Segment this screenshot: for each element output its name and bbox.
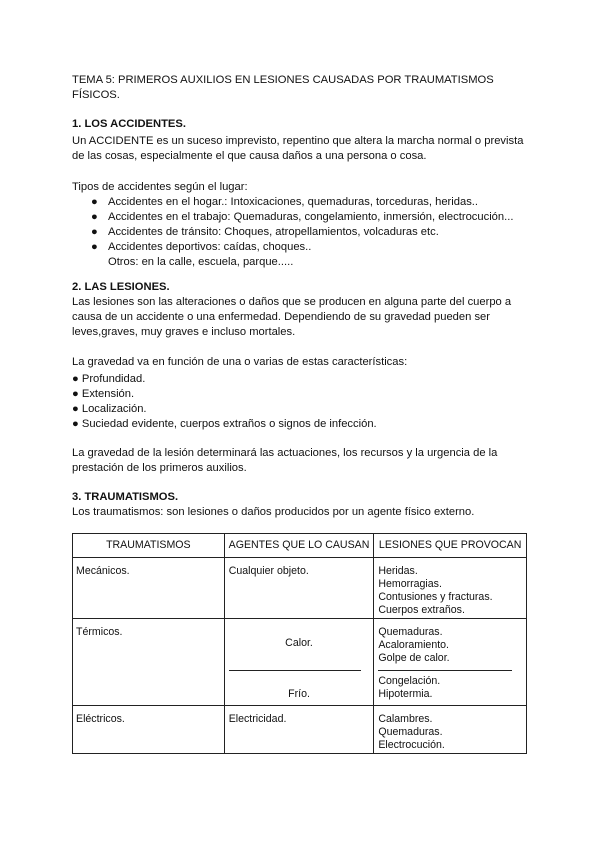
lesion-item: Heridas. <box>378 565 418 577</box>
lesions-cell <box>374 619 527 706</box>
accident-type-others: Otros: en la calle, escuela, parque..... <box>108 256 294 268</box>
lesions-cold <box>378 675 440 701</box>
severity-intro: La gravedad va en función de una o varias de estas características: <box>72 356 408 368</box>
section-3-heading: 3. TRAUMATISMOS. <box>72 491 179 503</box>
trauma-type-cell: Mecánicos. <box>73 558 225 619</box>
agent-cell <box>224 619 374 706</box>
lesion-item: Cuerpos extraños. <box>378 604 465 616</box>
section-2-heading: 2. LAS LESIONES. <box>72 281 170 293</box>
characteristic-item: ● Extensión. <box>72 388 135 400</box>
accident-definition-line-2: de las cosas, especialmente el que causa daños a una persona o cosa. <box>72 150 427 162</box>
lesion-item: Golpe de calor. <box>378 652 450 664</box>
trauma-table <box>72 533 527 754</box>
agent-cell: Electricidad. <box>224 706 374 754</box>
lesion-item: Quemaduras. <box>378 726 443 738</box>
row-divider <box>229 670 362 671</box>
lesion-item: Acaloramiento. <box>378 639 449 651</box>
bullet-icon: ● <box>91 196 98 208</box>
lesion-item: Calambres. <box>378 713 433 725</box>
accident-definition-line-1: Un ACCIDENTE es un suceso imprevisto, repentino que altera la marcha normal o prevista <box>72 135 524 147</box>
accident-type-item: Accidentes deportivos: caídas, choques.. <box>108 241 312 253</box>
trauma-type-cell: Eléctricos. <box>73 706 225 754</box>
bullet-icon: ● <box>91 211 98 223</box>
agent-cold: Frío. <box>288 688 310 700</box>
lesion-definition-line-1: Las lesiones son las alteraciones o daños que se producen en alguna parte del cuerpo a <box>72 296 512 308</box>
table-header-row <box>73 534 527 558</box>
agent-cell: Cualquier objeto. <box>224 558 374 619</box>
characteristic-item: ● Profundidad. <box>72 373 146 385</box>
accident-type-item: Accidentes en el trabajo: Quemaduras, congelamiento, inmersión, electrocución... <box>108 211 514 223</box>
characteristic-item: ● Suciedad evidente, cuerpos extraños o signos de infección. <box>72 418 377 430</box>
lesion-item: Hipotermia. <box>378 688 433 700</box>
severity-conclusion-line-2: prestación de los primeros auxilios. <box>72 462 247 474</box>
lesions-cell <box>374 706 527 754</box>
row-divider <box>378 670 512 671</box>
lesions-hot <box>378 626 449 665</box>
lesion-item: Congelación. <box>378 675 441 687</box>
table-row <box>73 558 527 619</box>
lesion-item: Contusiones y fracturas. <box>378 591 493 603</box>
table-header-cell: AGENTES QUE LO CAUSAN <box>224 534 374 558</box>
lesion-definition-line-3: leves,graves, muy graves e incluso mortales. <box>72 326 296 338</box>
table-header-cell: LESIONES QUE PROVOCAN <box>374 534 527 558</box>
accident-types-intro: Tipos de accidentes según el lugar: <box>72 181 248 193</box>
severity-conclusion-line-1: La gravedad de la lesión determinará las actuaciones, los recursos y la urgencia de la <box>72 447 498 459</box>
table-header-cell: TRAUMATISMOS <box>73 534 225 558</box>
trauma-type-cell: Térmicos. <box>73 619 225 706</box>
accident-type-item: Accidentes de tránsito: Choques, atropellamientos, volcaduras etc. <box>108 226 439 238</box>
accident-type-item: Accidentes en el hogar.: Intoxicaciones, quemaduras, torceduras, heridas.. <box>108 196 479 208</box>
trauma-definition: Los traumatismos: son lesiones o daños producidos por un agente físico externo. <box>72 506 475 518</box>
lesion-item: Hemorragias. <box>378 578 442 590</box>
document-title-line-1: TEMA 5: PRIMEROS AUXILIOS EN LESIONES CAUSADAS POR TRAUMATISMOS <box>72 74 494 86</box>
section-1-heading: 1. LOS ACCIDENTES. <box>72 118 186 130</box>
lesion-definition-line-2: causa de un accidente o una enfermedad. Dependiendo de su gravedad pueden ser <box>72 311 490 323</box>
bullet-icon: ● <box>91 226 98 238</box>
document-title-line-2: FÍSICOS. <box>72 89 120 101</box>
lesion-item: Quemaduras. <box>378 626 443 638</box>
agent-hot: Calor. <box>285 637 313 649</box>
characteristic-item: ● Localización. <box>72 403 147 415</box>
lesions-cell <box>374 558 527 619</box>
table-row <box>73 706 527 754</box>
table-row <box>73 619 527 706</box>
bullet-icon: ● <box>91 241 98 253</box>
lesion-item: Electrocución. <box>378 739 445 751</box>
